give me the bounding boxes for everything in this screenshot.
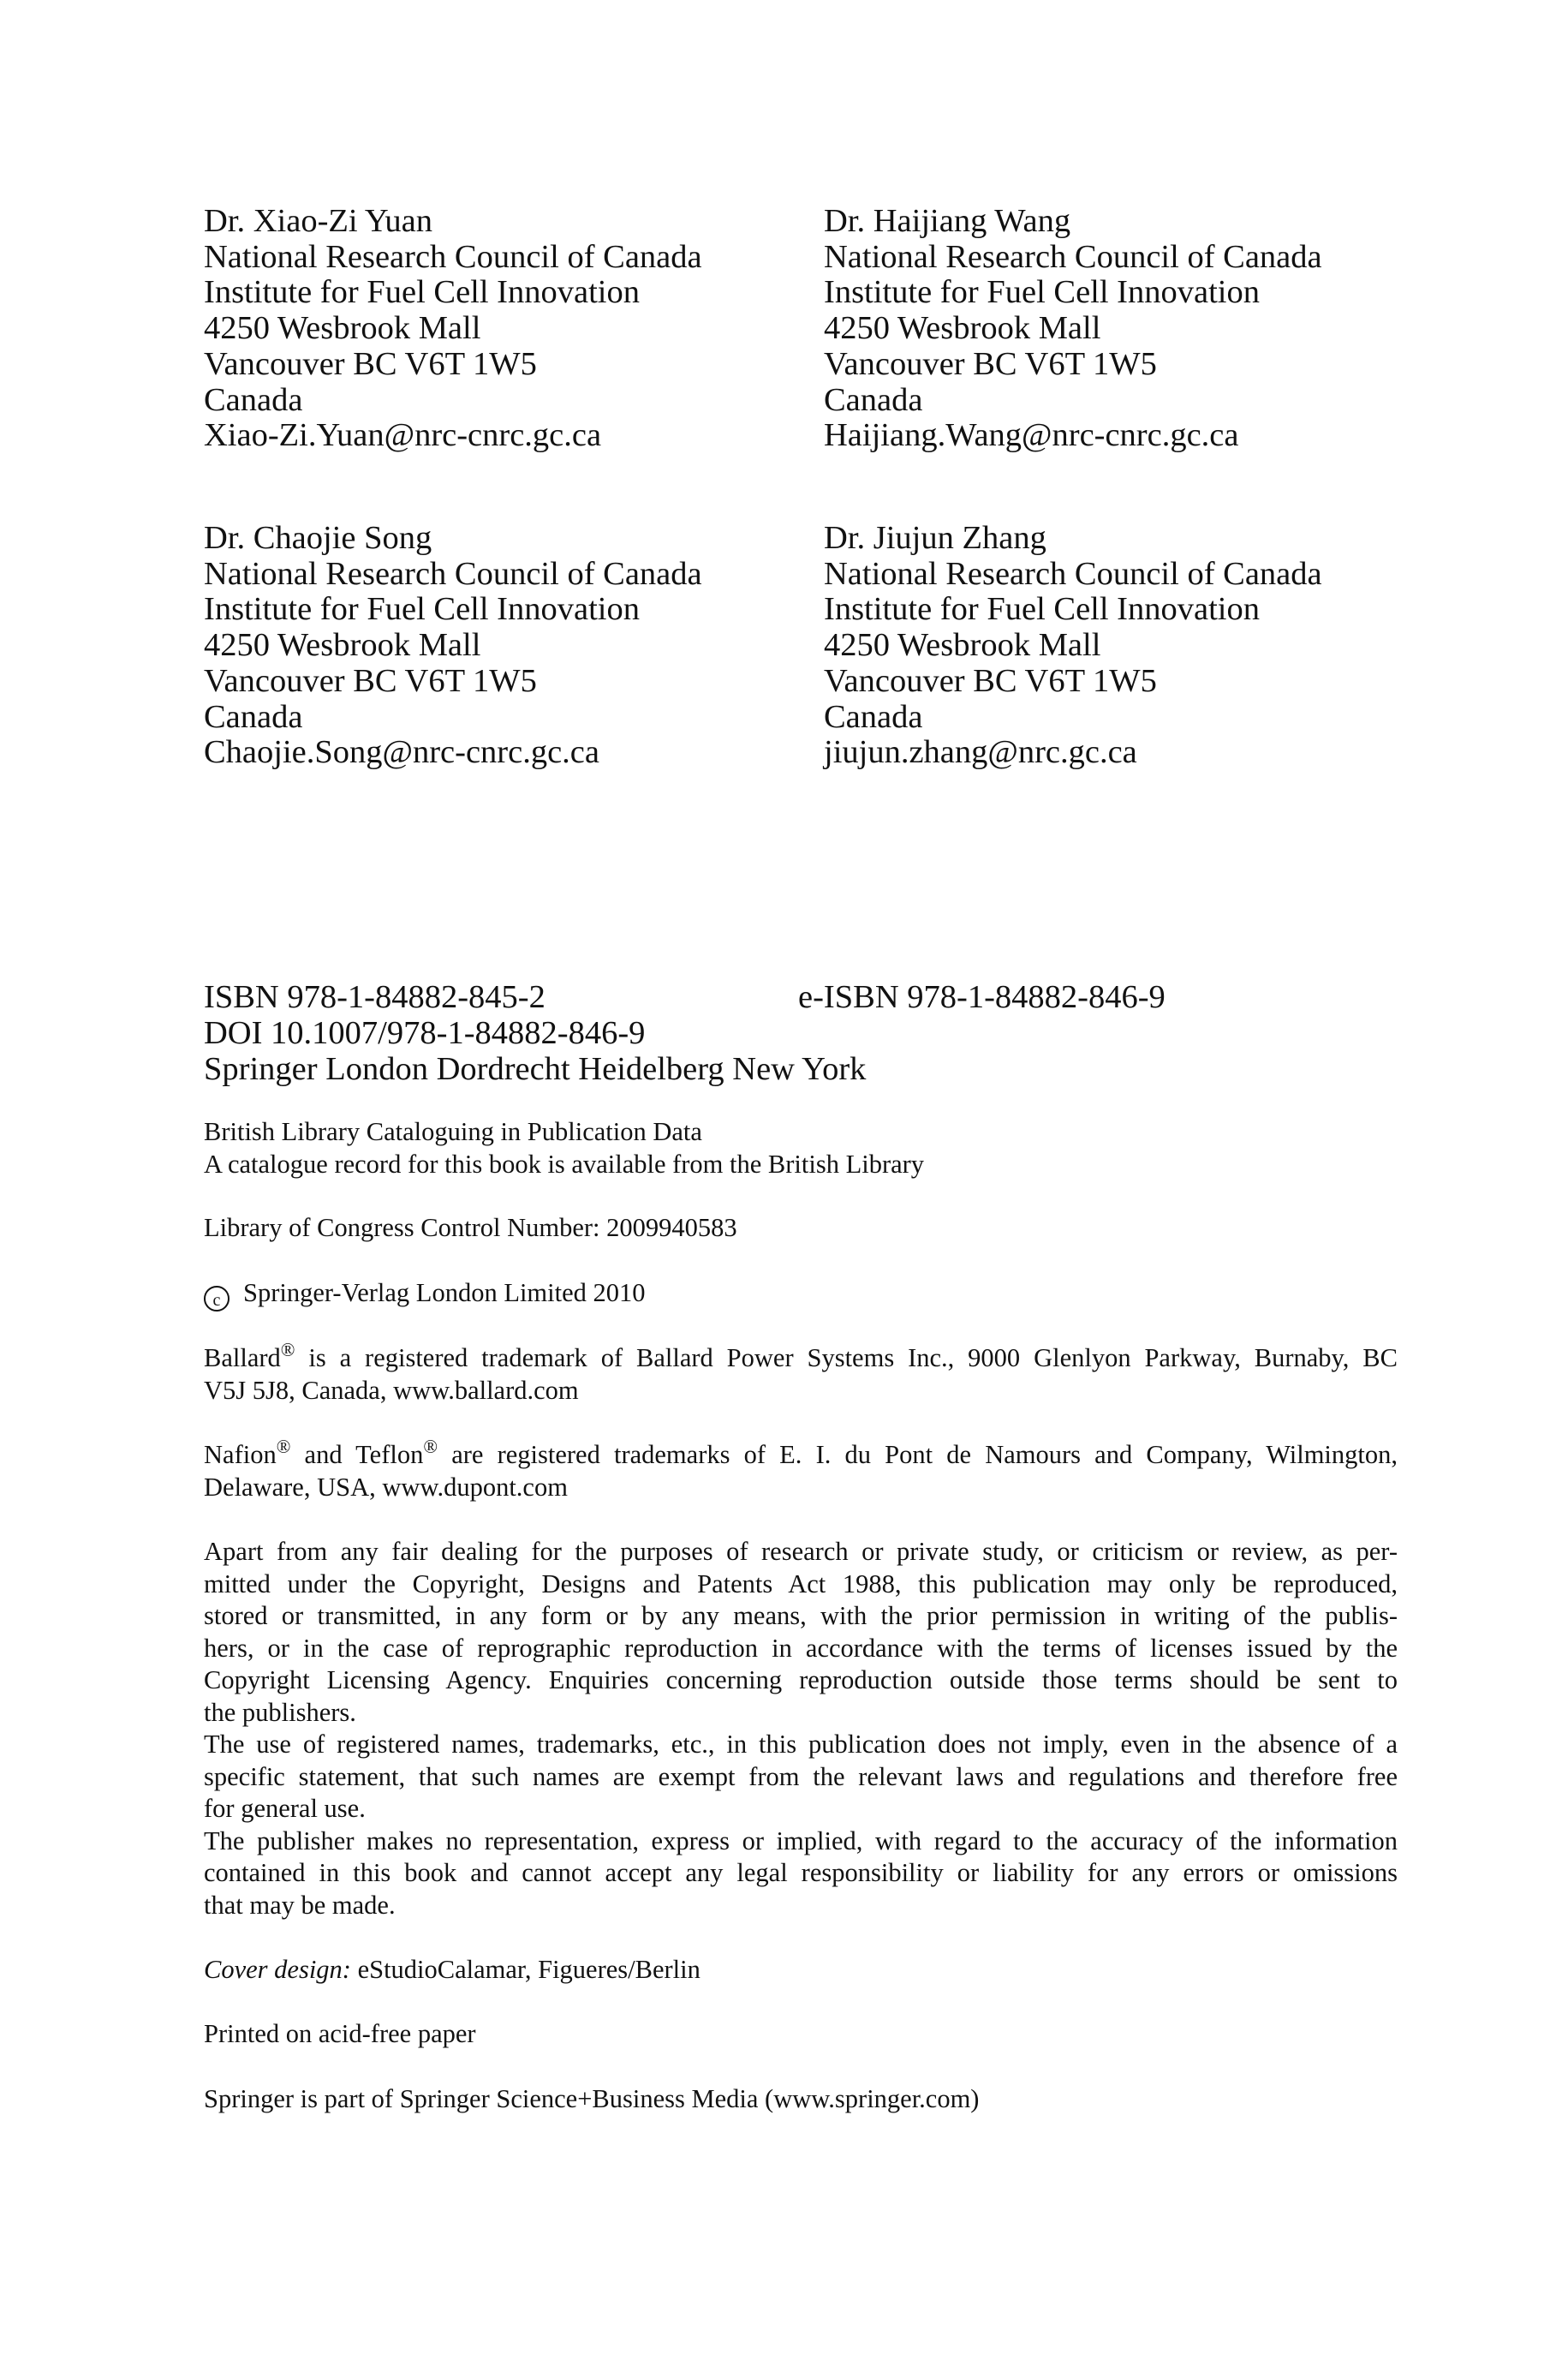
author-name: Dr. Jiujun Zhang (824, 520, 1046, 556)
author-email: Chaojie.Song@nrc-cnrc.gc.ca (204, 734, 599, 771)
e-isbn: e-ISBN 978-1-84882-846-9 (798, 979, 1166, 1015)
author-organization: National Research Council of Canada (204, 555, 702, 592)
british-library-notice (204, 1116, 1398, 1180)
rights-line: The publisher makes no representation, express or implied, with regard to the accuracy of the information (204, 1825, 1398, 1855)
nafion-name: Nafion (204, 1440, 277, 1469)
ballard-text: is a registered trademark of Ballard Power Systems Inc., 9000 Glenlyon Parkway, Burnaby, BC (295, 1343, 1398, 1372)
author-name: Dr. Chaojie Song (204, 520, 432, 556)
author-name: Dr. Haijiang Wang (824, 203, 1071, 239)
rights-line: the publishers. (204, 1697, 356, 1727)
ballard-name: Ballard (204, 1343, 281, 1372)
author-country: Canada (824, 381, 923, 418)
british-library-text: A catalogue record for this book is available from the British Library (204, 1149, 925, 1179)
ballard-line-1 (204, 1338, 1398, 1375)
author-street: 4250 Wesbrook Mall (204, 310, 481, 347)
registered-mark: ® (423, 1435, 438, 1457)
rights-line: contained in this book and cannot accept any legal responsibility or liability for any errors or omissions (204, 1858, 1398, 1887)
loc-control-number (204, 1212, 1398, 1245)
publication-info (204, 979, 1403, 1087)
author-institute: Institute for Fuel Cell Innovation (204, 591, 640, 628)
author-email: jiujun.zhang@nrc.gc.ca (824, 734, 1137, 771)
rights-line: hers, or in the case of reprographic reproduction in accordance with the terms of licenses issued by the (204, 1633, 1398, 1663)
author-address-block (824, 521, 1423, 771)
author-email: Xiao-Zi.Yuan@nrc-cnrc.gc.ca (204, 417, 602, 454)
rights-line: stored or transmitted, in any form or by any means, with the prior permission in writing of the publis- (204, 1601, 1398, 1630)
author-country: Canada (824, 698, 923, 735)
loc-text: Library of Congress Control Number: 2009940583 (204, 1213, 737, 1242)
ballard-trademark-notice (204, 1338, 1398, 1407)
cover-design-value: eStudioCalamar, Figueres/Berlin (350, 1955, 701, 1984)
paper-notice (204, 2018, 1398, 2051)
rights-line: mitted under the Copyright, Designs and Patents Act 1988, this publication may only be reproduced, (204, 1568, 1398, 1598)
author-institute: Institute for Fuel Cell Innovation (204, 274, 640, 311)
author-street: 4250 Wesbrook Mall (824, 627, 1101, 664)
author-street: 4250 Wesbrook Mall (204, 627, 481, 664)
author-organization: National Research Council of Canada (824, 555, 1322, 592)
author-street: 4250 Wesbrook Mall (824, 310, 1101, 347)
author-address-block (204, 204, 803, 454)
copyright-icon: c (204, 1286, 230, 1311)
author-organization: National Research Council of Canada (204, 238, 702, 275)
cover-design-credit (204, 1954, 1398, 1987)
rights-line: Apart from any fair dealing for the purposes of research or private study, or criticism or review, as per- (204, 1537, 1398, 1566)
author-institute: Institute for Fuel Cell Innovation (824, 591, 1260, 628)
nafion-text: are registered trademarks of E. I. du Pont de Namours and Company, Wilmington, (438, 1440, 1398, 1469)
author-city: Vancouver BC V6T 1W5 (824, 662, 1157, 699)
author-country: Canada (204, 381, 303, 418)
publisher-locations: Springer London Dordrecht Heidelberg New York (204, 1051, 867, 1087)
registered-mark: ® (280, 1338, 295, 1360)
author-city: Vancouver BC V6T 1W5 (204, 345, 537, 382)
author-country: Canada (204, 698, 303, 735)
author-address-block (824, 204, 1423, 454)
nafion-line-2: Delaware, USA, www.dupont.com (204, 1472, 568, 1502)
registered-mark: ® (276, 1435, 291, 1457)
author-institute: Institute for Fuel Cell Innovation (824, 274, 1260, 311)
author-city: Vancouver BC V6T 1W5 (824, 345, 1157, 382)
cover-design-label: Cover design: (204, 1955, 351, 1984)
rights-line: Copyright Licensing Agency. Enquiries concerning reproduction outside those terms should be sent to (204, 1665, 1398, 1694)
nafion-line-1 (204, 1435, 1398, 1472)
springer-notice (204, 2083, 1398, 2116)
doi: DOI 10.1007/978-1-84882-846-9 (204, 1015, 646, 1051)
author-address-block (204, 521, 803, 771)
author-name: Dr. Xiao-Zi Yuan (204, 203, 432, 239)
author-city: Vancouver BC V6T 1W5 (204, 662, 537, 699)
rights-notice (204, 1536, 1398, 1921)
rights-line: for general use. (204, 1794, 366, 1823)
copyright-notice (204, 1277, 1398, 1311)
rights-line: The use of registered names, trademarks, etc., in this publication does not imply, even in the absence of a (204, 1730, 1398, 1759)
rights-line: specific statement, that such names are exempt from the relevant laws and regulations and therefore free (204, 1761, 1398, 1791)
copyright-text: Springer-Verlag London Limited 2010 (243, 1278, 646, 1307)
rights-line: that may be made. (204, 1890, 396, 1920)
paper-text: Printed on acid-free paper (204, 2019, 476, 2048)
nafion-trademark-notice (204, 1435, 1398, 1503)
british-library-heading: British Library Cataloguing in Publication Data (204, 1117, 702, 1146)
author-organization: National Research Council of Canada (824, 238, 1322, 275)
author-email: Haijiang.Wang@nrc-cnrc.gc.ca (824, 417, 1239, 454)
ballard-line-2: V5J 5J8, Canada, www.ballard.com (204, 1375, 579, 1405)
teflon-name: and Teflon (290, 1440, 424, 1469)
isbn: ISBN 978-1-84882-845-2 (204, 979, 546, 1015)
isbn-row (204, 979, 1403, 1015)
springer-text: Springer is part of Springer Science+Business Media (www.springer.com) (204, 2084, 980, 2113)
